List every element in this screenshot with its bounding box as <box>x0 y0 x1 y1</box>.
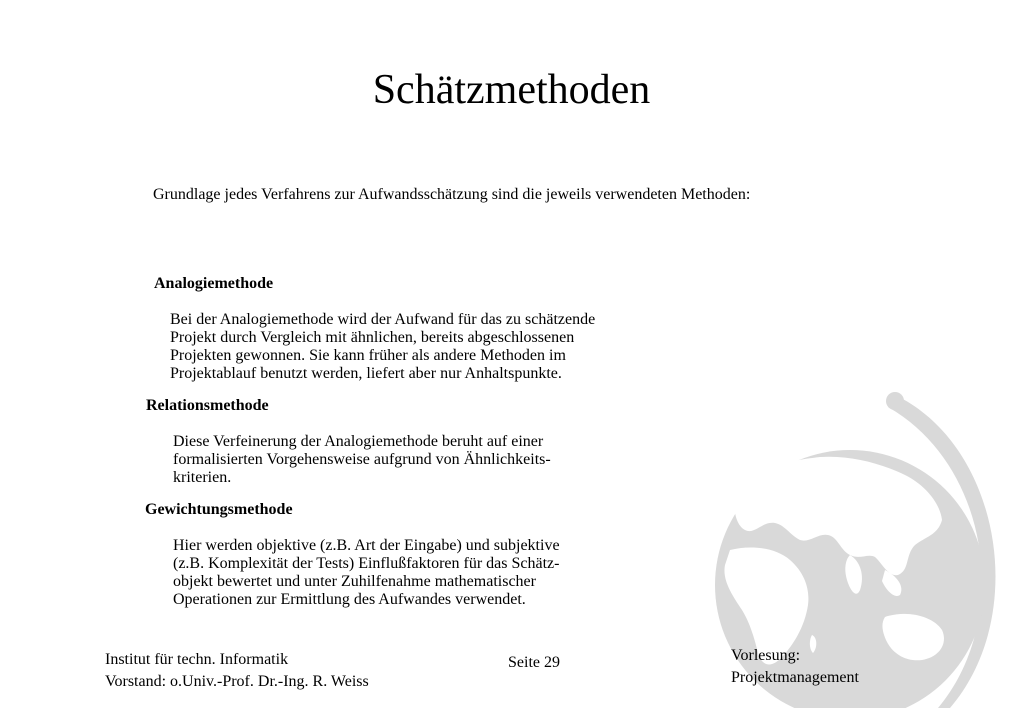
footer-institute-head: Vorstand: o.Univ.-Prof. Dr.-Ing. R. Weiss <box>105 673 369 690</box>
text-line: kriterien. <box>173 469 232 486</box>
section-text-analogiemethode <box>170 311 595 383</box>
footer-course-name: Projektmanagement <box>731 669 859 686</box>
text-line: Bei der Analogiemethode wird der Aufwand für das zu schätzende <box>170 311 596 328</box>
footer-page-number: Seite 29 <box>508 654 560 671</box>
text-line: Operationen zur Ermittlung des Aufwandes verwendet. <box>173 591 526 608</box>
text-line: Projekten gewonnen. Sie kann früher als andere Methoden im <box>170 347 566 364</box>
section-text-relationsmethode <box>173 433 551 487</box>
text-line: Projektablauf benutzt werden, liefert aber nur Anhaltspunkte. <box>170 365 562 382</box>
text-line: objekt bewertet und unter Zuhilfenahme mathematischer <box>173 573 536 590</box>
page-title: Schätzmethoden <box>372 67 651 113</box>
text-line: Projekt durch Vergleich mit ähnlichen, bereits abgeschlossenen <box>170 329 575 346</box>
text-line: (z.B. Komplexität der Tests) Einflußfaktoren für das Schätz- <box>173 555 560 572</box>
text-line: Diese Verfeinerung der Analogiemethode beruht auf einer <box>173 433 544 450</box>
section-heading-analogiemethode: Analogiemethode <box>154 275 274 292</box>
footer-institute-name: Institut für techn. Informatik <box>105 651 289 668</box>
text-line: Hier werden objektive (z.B. Art der Eingabe) und subjektive <box>173 537 560 554</box>
intro-text: Grundlage jedes Verfahrens zur Aufwandsschätzung sind die jeweils verwendeten Methoden: <box>153 186 751 203</box>
footer-course-label: Vorlesung: <box>731 647 801 664</box>
text-line: formalisierten Vorgehensweise aufgrund von Ähnlichkeits- <box>173 451 551 468</box>
footer-course <box>731 645 859 689</box>
section-text-gewichtungsmethode <box>173 537 560 609</box>
section-heading-relationsmethode: Relationsmethode <box>146 397 269 414</box>
footer-institute <box>105 649 369 693</box>
section-heading-gewichtungsmethode: Gewichtungsmethode <box>145 501 293 518</box>
